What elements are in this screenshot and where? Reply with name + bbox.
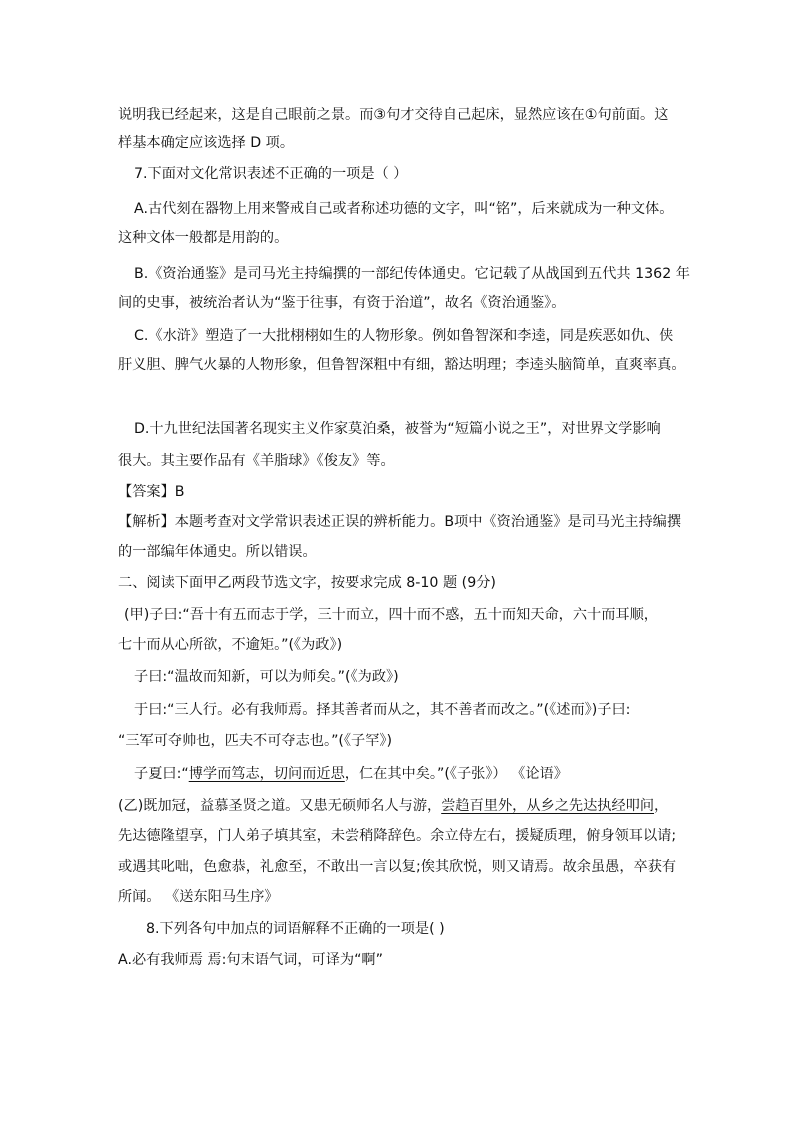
- passage-line: 七十而从心所欲，不逾矩。”(《为政》): [118, 637, 343, 653]
- text-line: 说明我已经起来，这是自己眼前之景。而③句才交待自己起床，显然应该在①句前面。这: [118, 107, 669, 123]
- passage-line: 或遇其叱咄，色愈恭，礼愈至，不敢出一言以复;俟其欣悦，则又请焉。故余虽愚，卒获有: [118, 859, 677, 875]
- passage-text: 子夏曰:“: [134, 766, 189, 782]
- section-heading: 二、阅读下面甲乙两段节选文字，按要求完成 8-10 题 (9分): [118, 575, 496, 591]
- underlined-phrase: 博学而笃志，切问而近思: [188, 766, 345, 782]
- passage-text: ，仁在其中矣。”(《子张》） 《论语》: [344, 766, 568, 782]
- passage-text: ，: [654, 798, 669, 814]
- text-line: 肝义胆、脾气火暴的人物形象，但鲁智深粗中有细，豁达明理；李逵头脑简单，直爽率真。: [118, 357, 686, 373]
- text-line: 很大。其主要作品有《羊脂球》《俊友》等。: [118, 453, 395, 469]
- passage-line: 子曰:“温故而知新，可以为师矣。”(《为政》): [134, 669, 399, 685]
- question-7-stem: 7.下面对文化常识表述不正确的一项是（ ）: [134, 166, 408, 182]
- passage-line: [134, 765, 568, 783]
- passage-line: “三军可夺帅也，匹夫不可夺志也。”(《子罕》): [118, 733, 393, 749]
- option-b-line: B.《资治通鉴》是司马光主持编撰的一部纪传体通史。它记载了从战国到五代共 1362 年: [134, 266, 690, 282]
- text-line: 样基本确定应该选择 D 项。: [118, 135, 295, 151]
- underlined-phrase: 尝趋百里外，从乡之先达执经叩问: [441, 798, 655, 814]
- answer-line: 【答案】B: [118, 484, 185, 500]
- passage-line: 于曰:“三人行。必有我师焉。择其善者而从之，其不善者而改之。”(《述而》)子曰:: [134, 702, 631, 718]
- passage-line: 先达德隆望享，门人弟子填其室，未尝稍降辞色。余立侍左右，援疑质理，俯身领耳以请;: [118, 828, 677, 844]
- passage-line: (甲)子曰:“吾十有五而志于学，三十而立，四十而不惑，五十而知天命，六十而耳顺，: [124, 607, 658, 623]
- passage-line: [118, 797, 668, 815]
- option-d-line: D.十九世纪法国著名现实主义作家莫泊桑，被誉为“短篇小说之王”，对世界文学影响: [134, 421, 661, 437]
- option-c-line: C.《水浒》塑造了一大批栩栩如生的人物形象。例如鲁智深和李逵，同是疾恶如仇、侠: [134, 328, 674, 344]
- text-line: 这种文体一般都是用韵的。: [118, 230, 289, 246]
- text-line: 的一部编年体通史。所以错误。: [118, 544, 317, 560]
- analysis-line: 【解析】本题考查对文学常识表述正误的辨析能力。B项中《资治通鉴》是司马光主持编撰: [118, 514, 682, 530]
- passage-line: 所闻。 《送东阳马生序》: [118, 889, 279, 905]
- question-8-stem: 8.下列各句中加点的词语解释不正确的一项是( ): [146, 921, 445, 937]
- option-a-line: A.必有我师焉 焉:句末语气词，可译为“啊”: [118, 952, 383, 968]
- passage-text: (乙)既加冠，益慕圣贤之道。又患无硕师名人与游，: [118, 798, 442, 814]
- text-line: 间的史事，被统治者认为“鉴于往事，有资于治道”，故名《资治通鉴》。: [118, 295, 566, 311]
- option-a-line: A.古代刻在器物上用来警戒自己或者称述功德的文字，叫“铭”，后来就成为一种文体。: [134, 201, 674, 217]
